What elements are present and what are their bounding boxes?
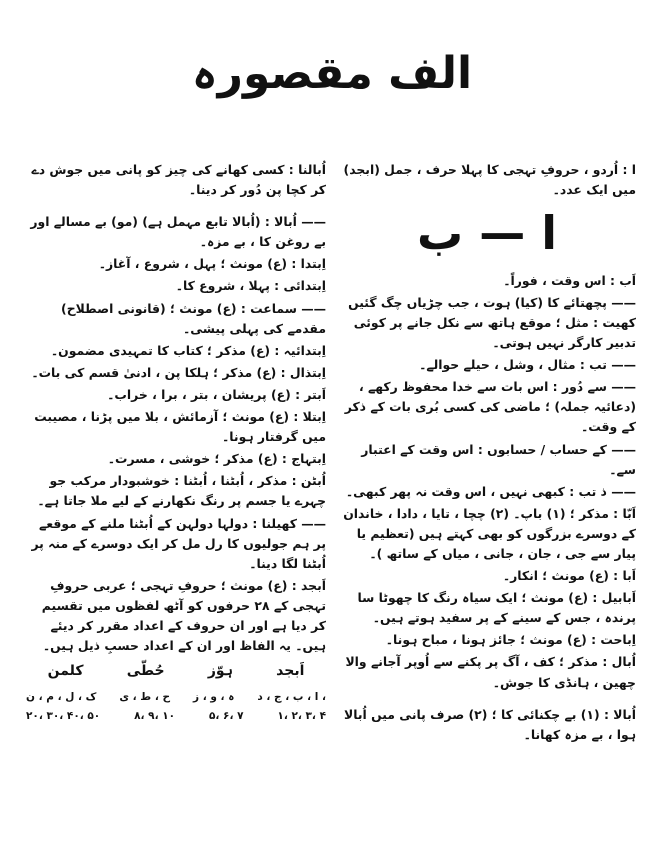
letter-heading: ا — ب bbox=[416, 206, 558, 261]
dictionary-entry: اَبابیل : (ع) مونث ؛ ایک سیاہ رنگ کا چھوٹا سا پرندہ ، جس کے سینے کے پر سفید ہوتے ہیں۔ bbox=[357, 590, 636, 626]
page-title: الف مقصورہ bbox=[191, 48, 473, 99]
dictionary-entry: اِبتہاج : (ع) مذکر ؛ خوشی ، مسرت۔ bbox=[107, 451, 326, 467]
dictionary-entry: اُبٹن : مذکر ، اُبٹنا ، اُبٹنا : خوشبودار مرکب جو چہرے یا جسم پر رنگ نکھارنے کے لیے ملا جاتا ہے۔ bbox=[37, 473, 326, 509]
dictionary-entry: —— کے حساب / حسابوں : اس وقت کے اعتبار سے۔ bbox=[361, 441, 636, 477]
dictionary-entry: —— کھیلنا : دولہا دولہن کے اُبٹنا ملنے کے موقعے پر ہم جولیوں کا رل مل کر ایک دوسرے کے منہ پر اُبٹنا لگا دینا۔ bbox=[31, 515, 326, 571]
dictionary-entry: —— پچھتائے کا (کیا) ہوت ، جب چڑیاں چگ گئیں کھیت : مثل ؛ موقع ہاتھ سے نکل جانے پر کوئی تدبیر کارگر نہیں ہوتی۔ bbox=[348, 294, 636, 351]
dictionary-entry: اِبتلا : (ع) مونث ؛ آزمائش ، بلا میں پڑنا ، مصیبت میں گرفتار ہونا۔ bbox=[34, 409, 326, 445]
dictionary-entry: اِبتدا : (ع) مونث ؛ پہل ، شروع ، آغاز۔ bbox=[98, 256, 326, 272]
entry-alif-intro: ا : اُردو ، حروفِ تہجی کا پہلا حرف ، جمل (ابجد) میں ایک عدد۔ bbox=[343, 162, 636, 198]
dictionary-entry: —— ذ تب : کبھی نہیں ، اس وقت نہ پھر کبھی۔ bbox=[345, 483, 636, 499]
dictionary-entry: اِباحت : (ع) مونث ؛ جائز ہونا ، مباح ہونا۔ bbox=[385, 632, 636, 648]
abjad-letter-group: ح ، ط ، ی bbox=[119, 690, 171, 703]
dictionary-entry: اَبّا : مذکر ؛ (۱) باپ۔ (۲) چچا ، تایا ، دادا ، خاندان کے دوسرے بزرگوں کو بھی کہتے ہیں (تعظیم یا پیار سے جی ، جان ، جانی ، میاں کے ساتھ )۔ bbox=[343, 505, 636, 561]
dictionary-entry: —— اُبالا : (اُبالا تابع مہمل ہے) (مو) بے مسالے اور بے روغن کا ، بے مزہ۔ bbox=[30, 214, 326, 250]
abjad-word: اَبجد bbox=[276, 663, 305, 680]
abjad-value-group: ۲۰، ۳۰، ۴۰، ۵۰ bbox=[26, 709, 101, 722]
dictionary-entry: —— تب : مثال ، وشل ، حیلے حوالے۔ bbox=[419, 357, 636, 373]
left-column bbox=[26, 160, 326, 727]
dictionary-entry: اِبتدائیہ : (ع) مذکر ؛ کتاب کا تمہیدی مضمون۔ bbox=[50, 342, 326, 358]
abjad-letter-group: ک ، ل ، م ، ن bbox=[26, 690, 97, 703]
dictionary-entry: اُبالا : (۱) بے چکنائی کا ؛ (۲) صرف پانی میں اُبالا ہوا ، بے مزہ کھانا۔ bbox=[344, 706, 636, 742]
dictionary-entry: اِبتدائی : پہلا ، شروع کا۔ bbox=[175, 278, 326, 294]
dictionary-entry: اَب : اس وقت ، فوراً۔ bbox=[503, 272, 636, 288]
dictionary-entry: اَبا : (ع) مونث ؛ انکار۔ bbox=[502, 568, 636, 584]
abjad-letter-group: ہ ، و ، ز bbox=[193, 690, 235, 703]
abjad-word: حُطّی bbox=[126, 663, 165, 680]
dictionary-entry: اُبال : مذکر ؛ کف ، آگ پر پکنے سے اُوپر آجانے والا چھین ، ہانڈی کا جوش۔ bbox=[345, 654, 636, 690]
dictionary-entry: اِبتذال : (ع) مذکر ؛ ہلکا پن ، ادنیٰ قسم کی بات۔ bbox=[31, 364, 326, 380]
abjad-letter-group: ا ، ب ، ج ، د ، bbox=[257, 690, 326, 703]
dictionary-entry: اَبجد : (ع) مونث ؛ حروفِ تہجی ؛ عربی حروفِ تہجی کے ۲۸ حرفوں کو آٹھ لفظوں میں تقسیم کر دیا ہے اور ان حروف کے اعداد مقرر کر دیئے ہیں۔ یہ الفاظ اور ان کے اعداد حسبِ ذیل ہیں۔ bbox=[41, 577, 326, 654]
abjad-words-row bbox=[26, 660, 326, 683]
abjad-word: ہوّز bbox=[207, 663, 233, 680]
dictionary-entry: اَبتر : (ع) پریشان ، بتر ، برا ، خراب۔ bbox=[107, 386, 326, 402]
abjad-word: کلمن bbox=[47, 663, 84, 680]
abjad-values-row bbox=[26, 708, 326, 725]
dictionary-entry: —— سماعت : (ع) مونث ؛ (قانونی اصطلاح) مقدمے کی پہلی پیشی۔ bbox=[61, 300, 326, 336]
abjad-value-group: ۸، ۹، ۱۰ bbox=[134, 709, 176, 722]
dictionary-entry: اُبالنا : کسی کھانے کی چیز کو پانی میں جوش دے کر کچا پن دُور کر دینا۔ bbox=[31, 162, 326, 198]
right-column bbox=[338, 160, 636, 747]
abjad-value-group: ۵، ۶، ۷ bbox=[208, 709, 244, 722]
abjad-value-group: ۱، ۲، ۳، ۴ bbox=[277, 709, 326, 722]
dictionary-entry: —— سے دُور : اس بات سے خدا محفوظ رکھے ، (دعائیہ جملہ) ؛ ماضی کی کسی بُری بات کے ذکر کے وقت۔ bbox=[344, 379, 636, 435]
abjad-letters-row bbox=[26, 689, 326, 706]
